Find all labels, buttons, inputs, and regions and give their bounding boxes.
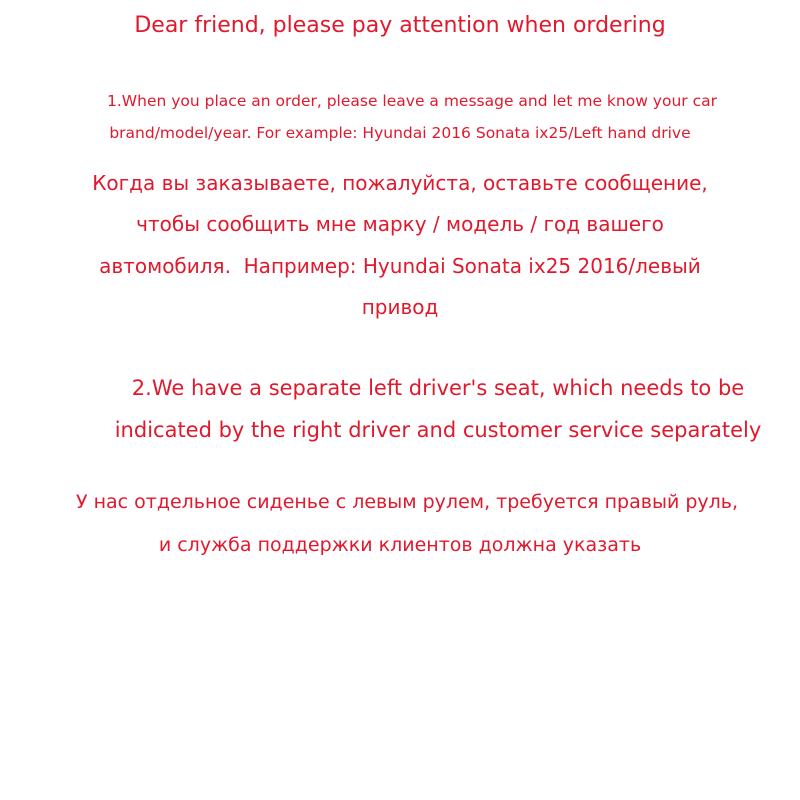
note1-russian-line-4: привод	[361, 295, 439, 319]
note2-russian-line-1: У нас отдельное сиденье с левым рулем, требуется правый руль,	[75, 491, 739, 513]
note1-russian-line-3: автомобиля. Например: Hyundai Sonata ix25 2016/левый	[99, 254, 701, 278]
note2-russian-line-2: и служба поддержки клиентов должна указать	[158, 534, 642, 556]
note1-russian-line-1: Когда вы заказываете, пожалуйста, оставьте сообщение,	[92, 171, 708, 195]
note1-russian-line-2: чтобы сообщить мне марку / модель / год вашего	[136, 212, 664, 236]
note1-english-line-2: brand/model/year. For example: Hyundai 2016 Sonata ix25/Left hand drive	[109, 124, 691, 142]
note1-english-line-1: 1.When you place an order, please leave a message and let me know your car	[107, 92, 717, 110]
notice-title: Dear friend, please pay attention when ordering	[134, 13, 666, 38]
note2-english-line-2: indicated by the right driver and customer service separately	[114, 418, 762, 442]
note2-english-line-1: 2.We have a separate left driver's seat, which needs to be	[131, 376, 745, 400]
